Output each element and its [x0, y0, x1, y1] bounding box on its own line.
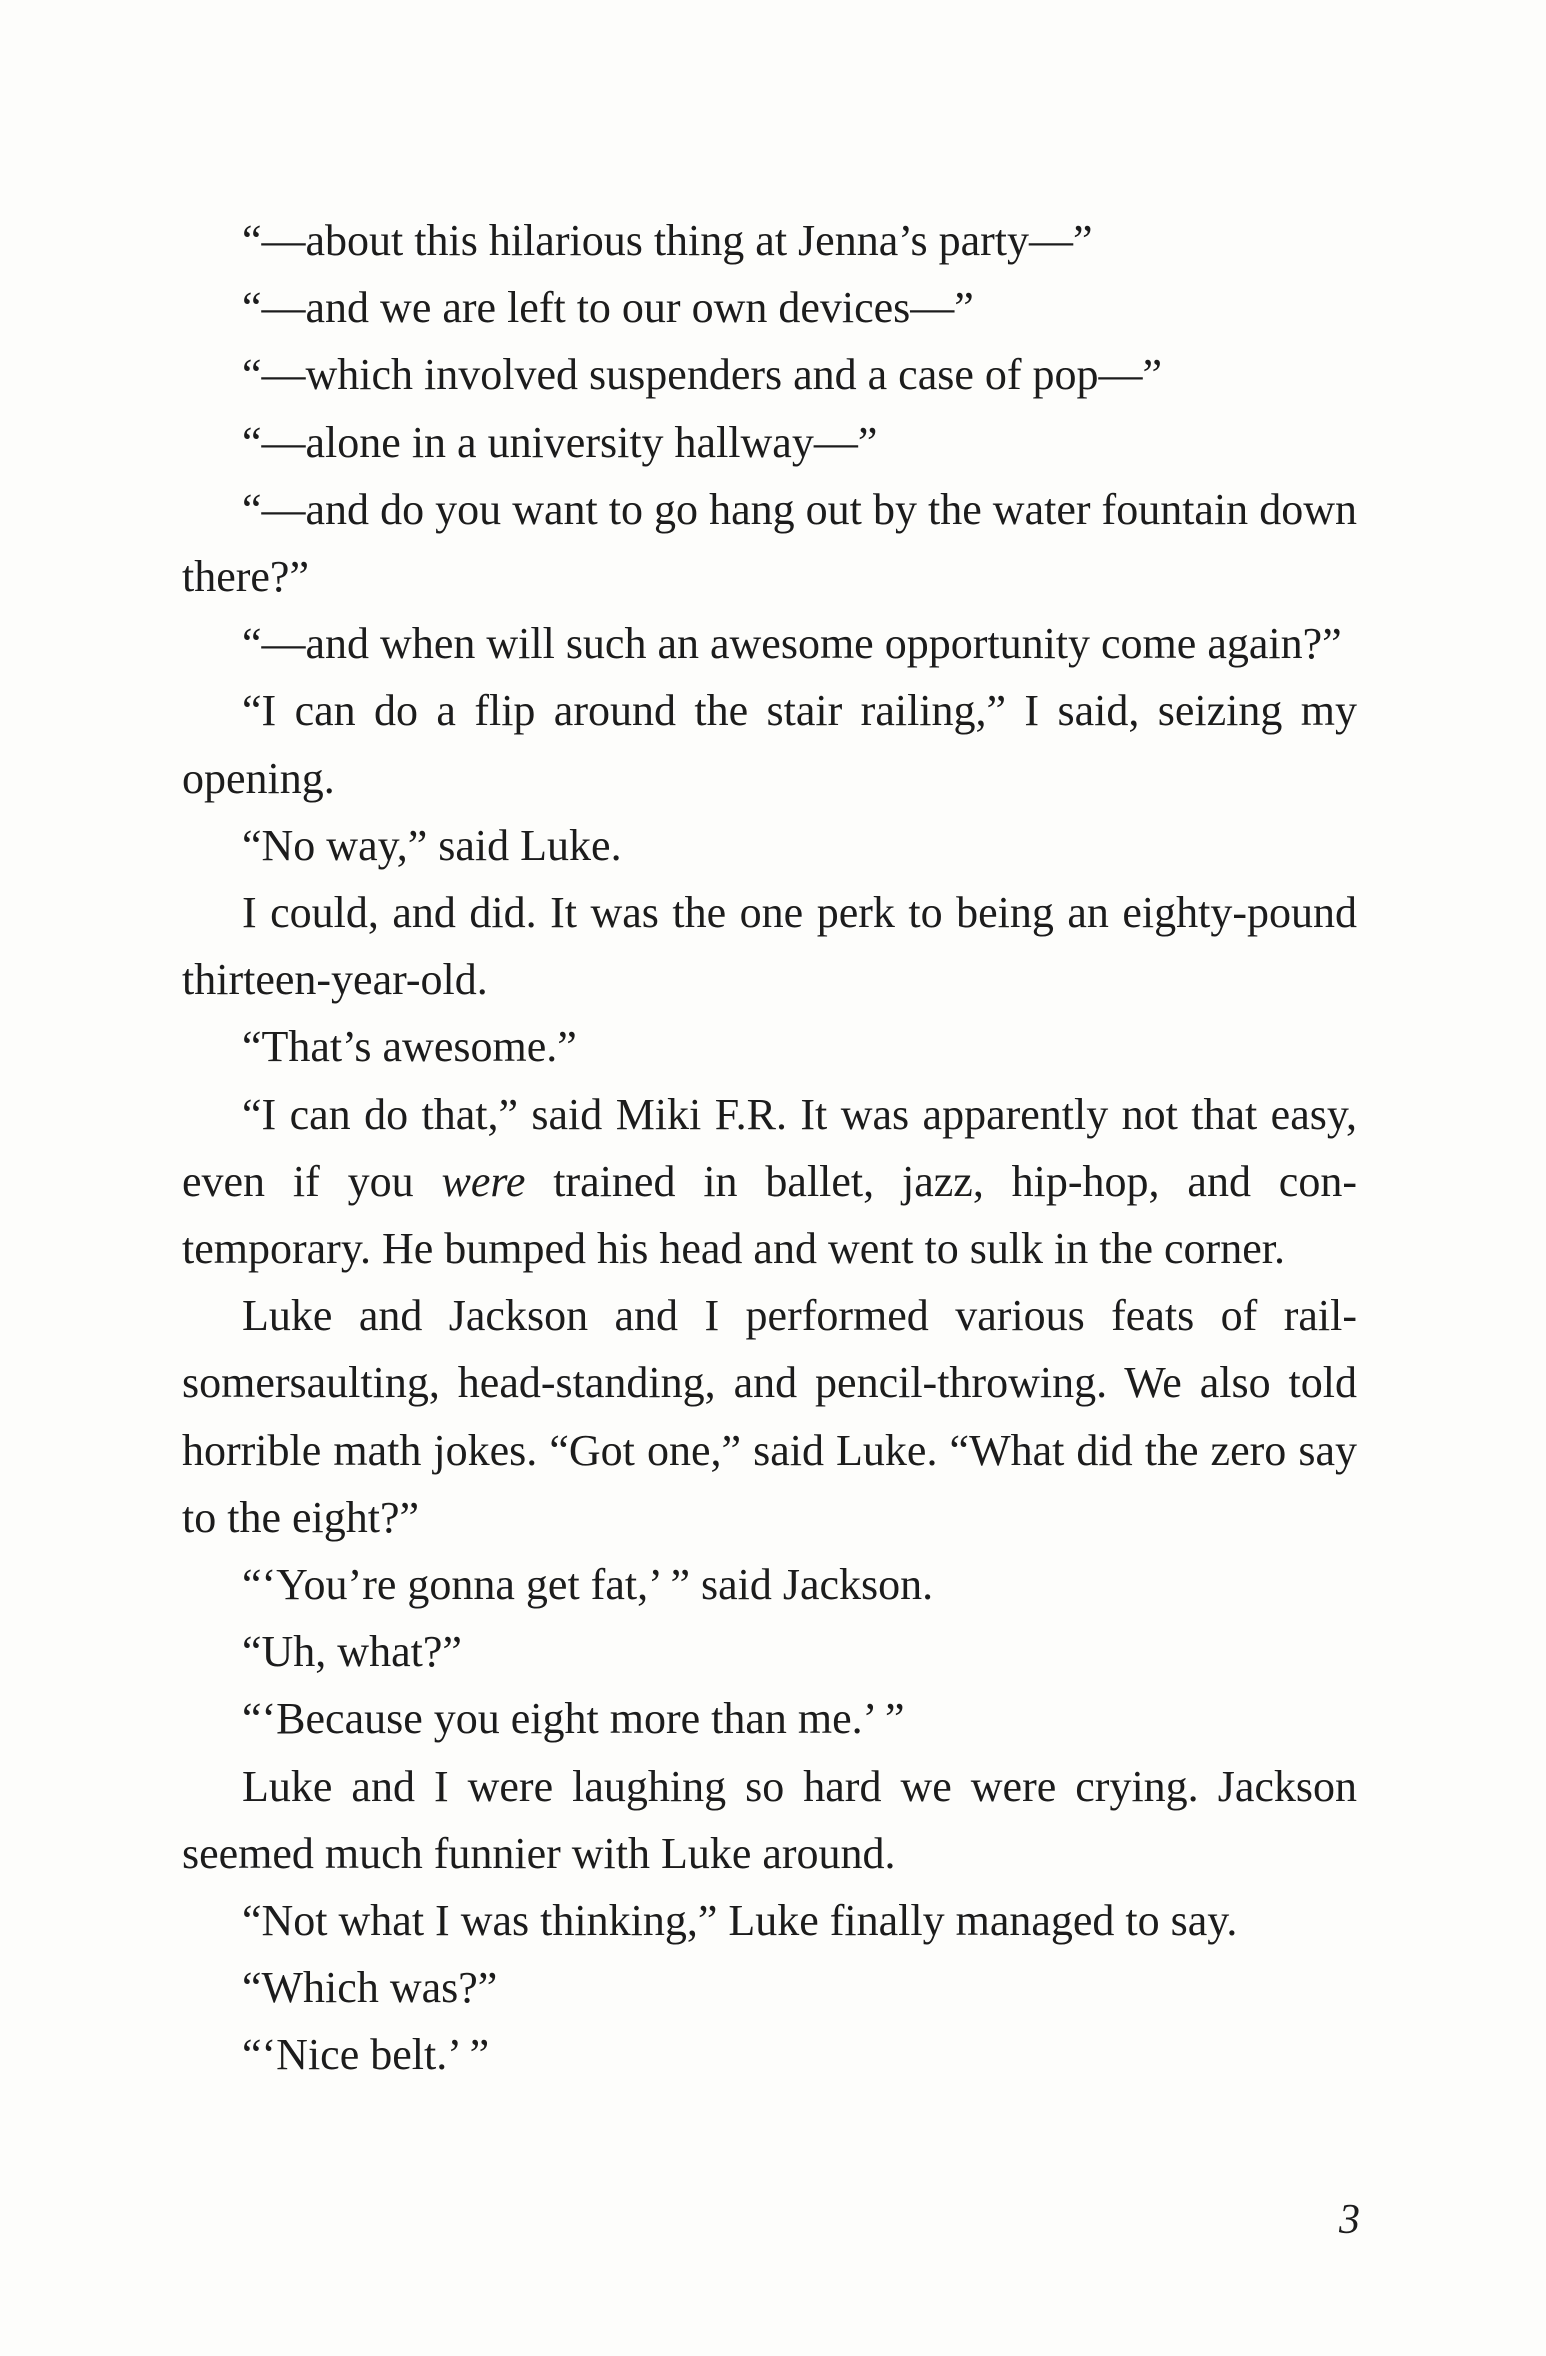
paragraph: “I can do a flip around the stair railing,” I said, seizing my opening.: [182, 686, 1357, 803]
paragraph: “No way,” said Luke.: [242, 820, 622, 870]
paragraph: “‘Because you eight more than me.’ ”: [242, 1694, 905, 1744]
paragraph: “‘You’re gonna get fat,’ ” said Jackson.: [242, 1560, 934, 1610]
paragraph: “—about this hilarious thing at Jenna’s party—”: [242, 216, 1093, 265]
paragraph: “‘Nice belt.’ ”: [242, 2030, 490, 2080]
paragraph: “—and we are left to our own devices—”: [242, 283, 974, 333]
paragraph: “—and when will such an awesome opportunity come again?”: [242, 619, 1342, 669]
paragraph: “Uh, what?”: [242, 1627, 462, 1677]
paragraph: Luke and Jackson and I performed various feats of rail-somersaulting, head-standing, and pencil-throwing. We also told horrible math jokes. “Got one,” said Luke. “What did the zero say to the eight?”: [182, 1291, 1357, 1542]
paragraph: “—alone in a university hallway—”: [242, 417, 878, 467]
paragraph: I could, and did. It was the one perk to being an eighty-pound thirteen-year-old.: [182, 888, 1357, 1005]
paragraph: “Not what I was thinking,” Luke finally managed to say.: [242, 1896, 1238, 1946]
paragraph: “I can do that,” said Miki F.R. It was apparently not that easy, even if you were trained in ballet, jazz, hip-hop, and con-temporary. He bumped his head and went to sulk in the corner.: [182, 1089, 1357, 1274]
page-number: 3: [1339, 2197, 1360, 2243]
paragraph: Luke and I were laughing so hard we were crying. Jackson seemed much funnier with Luke around.: [182, 1761, 1357, 1878]
paragraph: “—and do you want to go hang out by the water fountain down there?”: [182, 484, 1357, 602]
paragraph: “Which was?”: [242, 1963, 498, 2013]
body-text: [182, 207, 1357, 2089]
paragraph: “—which involved suspenders and a case of pop—”: [242, 350, 1163, 400]
paragraph: “That’s awesome.”: [242, 1022, 577, 1072]
emphasis: were: [441, 1156, 526, 1206]
